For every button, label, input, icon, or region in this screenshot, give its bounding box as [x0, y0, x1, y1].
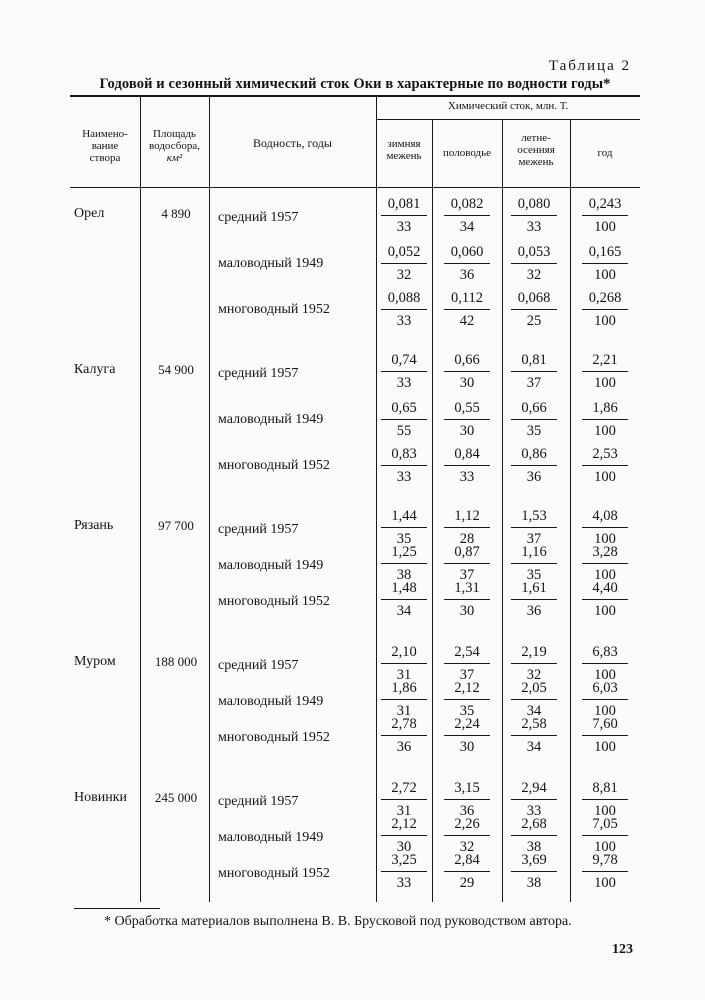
header-area: Площадь водосбора, км² — [149, 128, 200, 164]
runoff-fraction — [510, 400, 558, 440]
fraction-bar — [381, 263, 427, 264]
runoff-value: 0,87 — [454, 544, 480, 560]
runoff-fraction — [380, 852, 428, 892]
runoff-percent: 36 — [459, 267, 475, 283]
fraction-bar — [444, 465, 490, 466]
runoff-fraction — [380, 680, 428, 720]
runoff-value: 0,112 — [450, 290, 484, 306]
runoff-percent: 35 — [526, 567, 542, 583]
runoff-value: 6,03 — [592, 680, 618, 696]
runoff-percent: 36 — [526, 469, 542, 485]
runoff-percent: 100 — [594, 469, 616, 485]
runoff-value: 0,060 — [450, 244, 484, 260]
fraction-bar — [511, 871, 557, 872]
catchment-area: 54 900 — [158, 362, 194, 377]
runoff-value: 2,84 — [454, 852, 480, 868]
runoff-value: 2,10 — [391, 644, 417, 660]
runoff-fraction — [510, 644, 558, 684]
runoff-percent: 100 — [594, 531, 616, 547]
runoff-value: 1,86 — [391, 680, 417, 696]
fraction-bar — [444, 309, 490, 310]
fraction-bar — [511, 735, 557, 736]
runoff-percent: 34 — [396, 603, 412, 619]
fraction-bar — [511, 563, 557, 564]
fraction-bar — [444, 419, 490, 420]
runoff-fraction — [380, 400, 428, 440]
fraction-bar — [511, 799, 557, 800]
runoff-fraction — [581, 290, 629, 330]
runoff-fraction — [443, 400, 491, 440]
water-year-label: маловодный 1949 — [218, 694, 324, 709]
fraction-bar — [511, 527, 557, 528]
runoff-fraction — [443, 816, 491, 856]
water-year-label: маловодный 1949 — [218, 558, 324, 573]
runoff-fraction — [510, 716, 558, 756]
runoff-fraction — [443, 680, 491, 720]
runoff-percent: 30 — [459, 739, 475, 755]
water-year-label: многоводный 1952 — [218, 458, 330, 473]
catchment-area: 97 700 — [158, 518, 194, 533]
runoff-value: 0,082 — [450, 196, 484, 212]
water-year-label: маловодный 1949 — [218, 412, 324, 427]
runoff-value: 0,84 — [454, 446, 480, 462]
runoff-fraction — [581, 196, 629, 236]
fraction-bar — [582, 663, 628, 664]
runoff-percent: 34 — [459, 219, 475, 235]
runoff-fraction — [443, 196, 491, 236]
station-name: Орел — [74, 206, 105, 221]
catchment-area: 188 000 — [154, 654, 198, 669]
runoff-fraction — [443, 580, 491, 620]
runoff-value: 2,12 — [391, 816, 417, 832]
runoff-value: 2,54 — [454, 644, 480, 660]
footnote-rule — [74, 908, 160, 909]
runoff-value: 0,268 — [588, 290, 622, 306]
water-year-label: маловодный 1949 — [218, 256, 324, 271]
runoff-fraction — [510, 352, 558, 392]
runoff-value: 7,05 — [592, 816, 618, 832]
runoff-percent: 38 — [526, 875, 542, 891]
fraction-bar — [444, 599, 490, 600]
runoff-percent: 100 — [594, 667, 616, 683]
runoff-percent: 31 — [396, 803, 412, 819]
fraction-bar — [444, 371, 490, 372]
catchment-area: 4 890 — [161, 206, 191, 221]
runoff-percent: 33 — [396, 469, 412, 485]
runoff-percent: 30 — [396, 839, 412, 855]
fraction-bar — [582, 799, 628, 800]
fraction-bar — [511, 419, 557, 420]
runoff-value: 1,86 — [592, 400, 618, 416]
runoff-percent: 36 — [396, 739, 412, 755]
runoff-percent: 31 — [396, 703, 412, 719]
runoff-fraction — [443, 290, 491, 330]
fraction-bar — [381, 563, 427, 564]
runoff-percent: 38 — [526, 839, 542, 855]
fraction-bar — [582, 309, 628, 310]
runoff-fraction — [510, 580, 558, 620]
runoff-value: 1,25 — [391, 544, 417, 560]
runoff-percent: 25 — [526, 313, 542, 329]
header-water: Водность, годы — [253, 136, 332, 150]
top-rule — [70, 95, 640, 97]
fraction-bar — [511, 663, 557, 664]
runoff-fraction — [443, 852, 491, 892]
fraction-bar — [511, 371, 557, 372]
runoff-value: 2,94 — [521, 780, 547, 796]
runoff-fraction — [581, 716, 629, 756]
runoff-percent: 100 — [594, 219, 616, 235]
fraction-bar — [582, 527, 628, 528]
table-title: Годовой и сезонный химический сток Оки в характерные по водности годы* — [99, 76, 611, 92]
runoff-fraction — [510, 196, 558, 236]
runoff-value: 1,61 — [521, 580, 547, 596]
station-name: Новинки — [74, 790, 127, 805]
runoff-percent: 100 — [594, 703, 616, 719]
runoff-value: 1,44 — [391, 508, 417, 524]
runoff-value: 2,53 — [592, 446, 618, 462]
runoff-percent: 30 — [459, 603, 475, 619]
runoff-fraction — [380, 644, 428, 684]
runoff-percent: 33 — [396, 219, 412, 235]
fraction-bar — [511, 309, 557, 310]
runoff-percent: 33 — [396, 313, 412, 329]
runoff-value: 0,55 — [454, 400, 480, 416]
runoff-fraction — [581, 352, 629, 392]
runoff-fraction — [510, 508, 558, 548]
fraction-bar — [381, 527, 427, 528]
fraction-bar — [444, 835, 490, 836]
fraction-bar — [444, 215, 490, 216]
fraction-bar — [444, 527, 490, 528]
runoff-value: 2,05 — [521, 680, 547, 696]
runoff-fraction — [581, 680, 629, 720]
runoff-percent: 100 — [594, 267, 616, 283]
col-rule-summer — [570, 120, 571, 902]
runoff-value: 8,81 — [592, 780, 618, 796]
fraction-bar — [381, 799, 427, 800]
runoff-fraction — [510, 680, 558, 720]
runoff-percent: 28 — [459, 531, 475, 547]
fraction-bar — [381, 215, 427, 216]
runoff-fraction — [510, 780, 558, 820]
runoff-value: 0,165 — [588, 244, 622, 260]
header-col-4: год — [597, 147, 613, 159]
fraction-bar — [582, 263, 628, 264]
fraction-bar — [381, 699, 427, 700]
runoff-percent: 37 — [459, 667, 475, 683]
runoff-percent: 100 — [594, 739, 616, 755]
runoff-value: 2,72 — [391, 780, 417, 796]
runoff-value: 2,68 — [521, 816, 547, 832]
runoff-fraction — [581, 644, 629, 684]
col-rule-winter — [432, 120, 433, 902]
runoff-percent: 100 — [594, 567, 616, 583]
runoff-value: 3,69 — [521, 852, 547, 868]
header-col-3: летне- осенняя межень — [517, 132, 555, 168]
runoff-fraction — [581, 580, 629, 620]
water-year-label: многоводный 1952 — [218, 302, 330, 317]
runoff-percent: 33 — [526, 219, 542, 235]
fraction-bar — [381, 599, 427, 600]
fraction-bar — [511, 599, 557, 600]
runoff-percent: 37 — [526, 531, 542, 547]
page-number: 123 — [612, 942, 633, 957]
runoff-value: 2,19 — [521, 644, 547, 660]
fraction-bar — [381, 735, 427, 736]
runoff-value: 0,243 — [588, 196, 622, 212]
station-name: Муром — [74, 654, 116, 669]
fraction-bar — [381, 465, 427, 466]
runoff-value: 0,86 — [521, 446, 547, 462]
fraction-bar — [582, 871, 628, 872]
runoff-value: 2,21 — [592, 352, 618, 368]
col-rule-flood — [502, 120, 503, 902]
water-year-label: многоводный 1952 — [218, 594, 330, 609]
runoff-value: 0,83 — [391, 446, 417, 462]
runoff-fraction — [510, 852, 558, 892]
runoff-value: 3,15 — [454, 780, 480, 796]
runoff-value: 2,78 — [391, 716, 417, 732]
fraction-bar — [511, 465, 557, 466]
runoff-fraction — [443, 244, 491, 284]
runoff-fraction — [380, 580, 428, 620]
fraction-bar — [444, 871, 490, 872]
group-rule — [376, 119, 640, 120]
runoff-fraction — [581, 446, 629, 486]
runoff-percent: 33 — [459, 469, 475, 485]
runoff-fraction — [443, 544, 491, 584]
runoff-percent: 34 — [526, 739, 542, 755]
runoff-value: 2,12 — [454, 680, 480, 696]
water-year-label: многоводный 1952 — [218, 730, 330, 745]
runoff-value: 1,12 — [454, 508, 480, 524]
runoff-percent: 34 — [526, 703, 542, 719]
runoff-percent: 100 — [594, 375, 616, 391]
runoff-fraction — [581, 852, 629, 892]
fraction-bar — [381, 309, 427, 310]
runoff-percent: 32 — [526, 667, 542, 683]
runoff-fraction — [443, 446, 491, 486]
runoff-percent: 35 — [459, 703, 475, 719]
fraction-bar — [582, 419, 628, 420]
runoff-percent: 36 — [526, 603, 542, 619]
fraction-bar — [444, 735, 490, 736]
runoff-percent: 30 — [459, 375, 475, 391]
water-year-label: маловодный 1949 — [218, 830, 324, 845]
runoff-fraction — [510, 544, 558, 584]
runoff-fraction — [510, 244, 558, 284]
fraction-bar — [582, 563, 628, 564]
fraction-bar — [582, 699, 628, 700]
runoff-value: 0,74 — [391, 352, 417, 368]
runoff-fraction — [443, 508, 491, 548]
runoff-value: 0,81 — [521, 352, 547, 368]
runoff-fraction — [380, 446, 428, 486]
runoff-percent: 100 — [594, 803, 616, 819]
fraction-bar — [511, 699, 557, 700]
runoff-fraction — [581, 400, 629, 440]
fraction-bar — [582, 599, 628, 600]
runoff-percent: 38 — [396, 567, 412, 583]
fraction-bar — [444, 699, 490, 700]
runoff-value: 0,081 — [387, 196, 421, 212]
fraction-bar — [582, 215, 628, 216]
runoff-percent: 32 — [459, 839, 475, 855]
catchment-area: 245 000 — [154, 790, 198, 805]
col-rule-water — [376, 96, 377, 902]
runoff-percent: 36 — [459, 803, 475, 819]
runoff-value: 1,53 — [521, 508, 547, 524]
water-year-label: средний 1957 — [218, 658, 299, 673]
runoff-fraction — [380, 508, 428, 548]
runoff-fraction — [510, 816, 558, 856]
station-name: Калуга — [74, 362, 116, 377]
header-rule — [70, 187, 640, 188]
runoff-fraction — [510, 290, 558, 330]
runoff-percent: 100 — [594, 603, 616, 619]
runoff-value: 0,068 — [517, 290, 551, 306]
runoff-fraction — [443, 716, 491, 756]
header-col-1: зимняя межень — [386, 138, 422, 162]
fraction-bar — [444, 563, 490, 564]
fraction-bar — [444, 663, 490, 664]
runoff-percent: 33 — [526, 803, 542, 819]
runoff-value: 3,25 — [391, 852, 417, 868]
fraction-bar — [582, 371, 628, 372]
runoff-value: 0,088 — [387, 290, 421, 306]
fraction-bar — [381, 835, 427, 836]
water-year-label: средний 1957 — [218, 366, 299, 381]
runoff-value: 0,66 — [521, 400, 547, 416]
runoff-percent: 30 — [459, 423, 475, 439]
runoff-fraction — [380, 352, 428, 392]
col-rule-station — [140, 96, 141, 902]
fraction-bar — [444, 263, 490, 264]
runoff-fraction — [581, 544, 629, 584]
runoff-percent: 29 — [459, 875, 475, 891]
water-year-label: средний 1957 — [218, 522, 299, 537]
header-col-2: половодье — [442, 147, 492, 159]
runoff-fraction — [380, 544, 428, 584]
runoff-percent: 35 — [526, 423, 542, 439]
runoff-percent: 33 — [396, 875, 412, 891]
table-caption: Таблица 2 — [548, 58, 631, 74]
runoff-percent: 32 — [526, 267, 542, 283]
runoff-fraction — [380, 290, 428, 330]
runoff-value: 4,08 — [592, 508, 618, 524]
runoff-percent: 100 — [594, 313, 616, 329]
runoff-percent: 33 — [396, 375, 412, 391]
runoff-fraction — [581, 244, 629, 284]
runoff-percent: 31 — [396, 667, 412, 683]
fraction-bar — [381, 371, 427, 372]
header-station: Наимено- вание створа — [82, 128, 128, 164]
runoff-fraction — [581, 816, 629, 856]
header-group: Химический сток, млн. Т. — [447, 100, 569, 112]
runoff-percent: 100 — [594, 875, 616, 891]
runoff-value: 1,16 — [521, 544, 547, 560]
water-year-label: средний 1957 — [218, 210, 299, 225]
runoff-value: 9,78 — [592, 852, 618, 868]
runoff-fraction — [380, 244, 428, 284]
col-rule-area — [209, 96, 210, 902]
runoff-fraction — [443, 352, 491, 392]
runoff-percent: 37 — [526, 375, 542, 391]
runoff-fraction — [443, 780, 491, 820]
runoff-fraction — [380, 816, 428, 856]
runoff-percent: 55 — [396, 423, 412, 439]
runoff-fraction — [380, 780, 428, 820]
runoff-value: 0,053 — [517, 244, 551, 260]
footnote: * Обработка материалов выполнена В. В. Брусковой под руководством автора. — [104, 914, 572, 929]
fraction-bar — [381, 871, 427, 872]
fraction-bar — [381, 419, 427, 420]
runoff-percent: 42 — [459, 313, 475, 329]
runoff-percent: 32 — [396, 267, 412, 283]
fraction-bar — [582, 835, 628, 836]
runoff-value: 0,052 — [387, 244, 421, 260]
runoff-value: 2,58 — [521, 716, 547, 732]
fraction-bar — [582, 735, 628, 736]
runoff-percent: 100 — [594, 423, 616, 439]
runoff-value: 2,26 — [454, 816, 480, 832]
fraction-bar — [582, 465, 628, 466]
fraction-bar — [511, 835, 557, 836]
runoff-value: 1,48 — [391, 580, 417, 596]
station-name: Рязань — [74, 518, 114, 533]
runoff-value: 7,60 — [592, 716, 618, 732]
fraction-bar — [511, 263, 557, 264]
runoff-value: 0,65 — [391, 400, 417, 416]
runoff-percent: 35 — [396, 531, 412, 547]
runoff-fraction — [443, 644, 491, 684]
water-year-label: средний 1957 — [218, 794, 299, 809]
runoff-value: 4,40 — [592, 580, 618, 596]
runoff-percent: 37 — [459, 567, 475, 583]
water-year-label: многоводный 1952 — [218, 866, 330, 881]
runoff-fraction — [510, 446, 558, 486]
fraction-bar — [381, 663, 427, 664]
runoff-value: 6,83 — [592, 644, 618, 660]
runoff-fraction — [380, 716, 428, 756]
fraction-bar — [511, 215, 557, 216]
runoff-fraction — [380, 196, 428, 236]
runoff-value: 0,080 — [517, 196, 551, 212]
runoff-value: 2,24 — [454, 716, 480, 732]
runoff-value: 0,66 — [454, 352, 480, 368]
runoff-value: 3,28 — [592, 544, 618, 560]
runoff-value: 1,31 — [454, 580, 480, 596]
runoff-fraction — [581, 780, 629, 820]
runoff-percent: 100 — [594, 839, 616, 855]
fraction-bar — [444, 799, 490, 800]
runoff-fraction — [581, 508, 629, 548]
